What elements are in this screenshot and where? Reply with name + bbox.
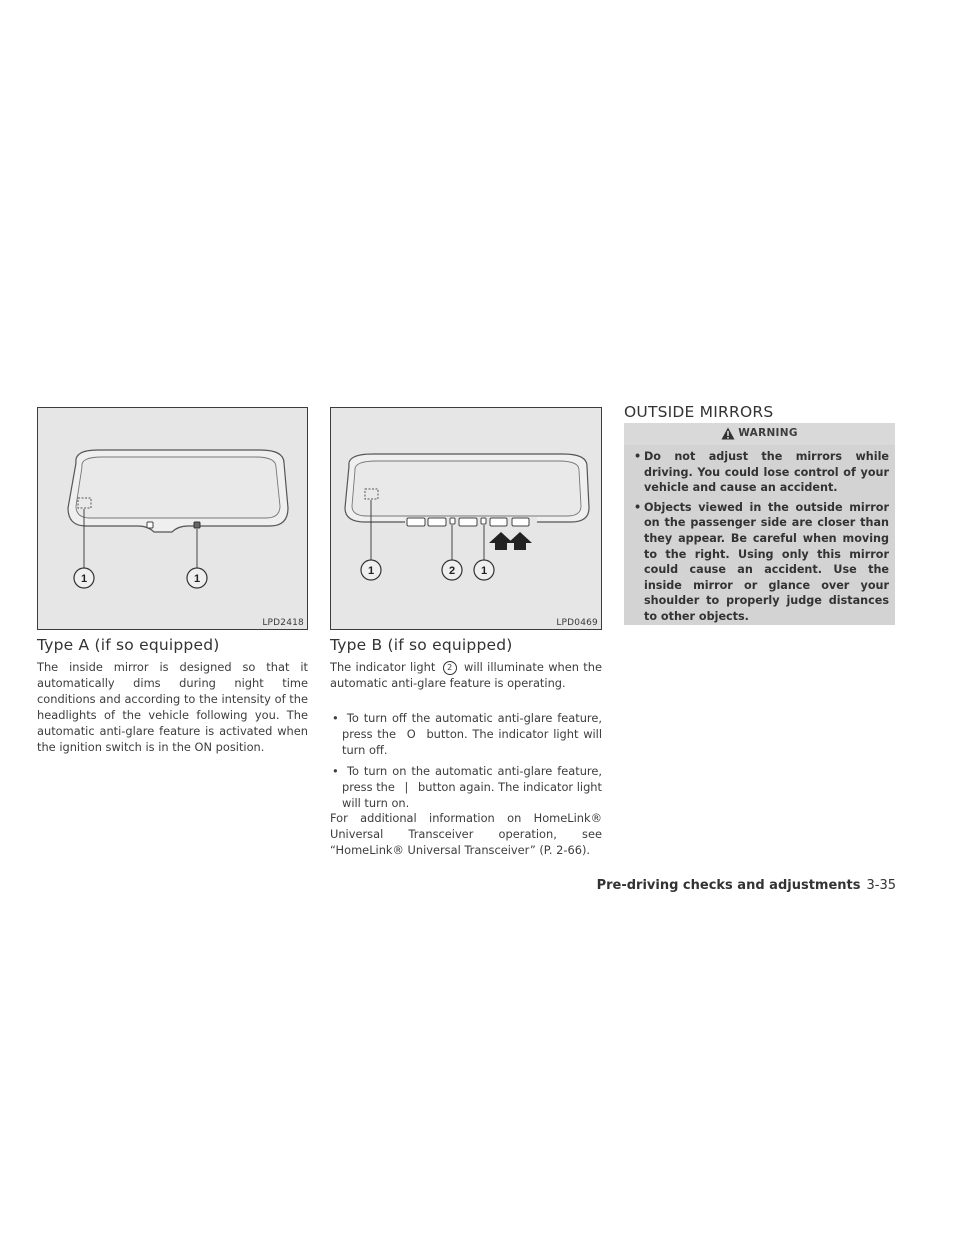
on-button-symbol: | <box>404 780 409 794</box>
type-a-heading: Type A (if so equipped) <box>37 636 220 654</box>
list-item: • To turn off the automatic anti-glare feature, press the O button. The indicator light will turn off. <box>330 710 602 758</box>
figure-code: LPD2418 <box>262 618 304 628</box>
figure-code: LPD0469 <box>556 618 598 628</box>
list-item: • To turn on the automatic anti-glare feature, press the | button again. The indicator light will turn on. <box>330 763 602 811</box>
warning-box <box>624 423 895 624</box>
up-arrow-icon <box>508 532 532 550</box>
mirror-type-a-illustration <box>38 408 309 631</box>
page-number: 3-35 <box>866 878 896 893</box>
up-arrow-icon <box>489 532 513 550</box>
type-b-bullets <box>330 710 602 816</box>
warning-body <box>624 445 895 625</box>
callout-label: 1 <box>80 573 88 585</box>
indicator-callout-marker: 2 <box>443 661 457 675</box>
callout-label: 2 <box>448 565 456 577</box>
warning-triangle-icon <box>721 427 735 440</box>
warning-item: • Objects viewed in the outside mirror on the passenger side are closer than they appear. Be careful when moving to the right. Using only this mirror could cause an accident. Use the inside mirror or glance over your shoulder to properly judge distances to other objects. <box>632 500 889 625</box>
type-a-body: The inside mirror is designed so that it automatically dims during night time conditions and according to the intensity of the headlights of the vehicle following you. The automatic anti-glare feature is activated when the ignition switch is in the ON position. <box>37 660 308 754</box>
intro-text: will illuminate when the automatic anti-glare feature is operating. <box>330 660 603 690</box>
page-footer <box>597 878 896 893</box>
warning-item: • Do not adjust the mirrors while driving. You could lose control of your vehicle and cause an accident. <box>632 449 889 496</box>
callout-label: 1 <box>193 573 201 585</box>
type-b-intro <box>330 659 602 691</box>
warning-label: WARNING <box>738 427 798 439</box>
footer-section-title: Pre-driving checks and adjustments <box>596 878 861 893</box>
off-button-symbol: O <box>406 727 416 741</box>
mirror-type-b-illustration <box>331 408 603 631</box>
outside-mirrors-heading: OUTSIDE MIRRORS <box>624 403 774 421</box>
callout-label: 1 <box>367 565 375 577</box>
intro-text: The indicator light <box>330 660 436 674</box>
warning-header <box>624 423 895 443</box>
homelink-reference: For additional information on HomeLink® Universal Transceiver operation, see “HomeLink® Universal Transceiver” (P. 2-66). <box>330 811 602 857</box>
type-b-heading: Type B (if so equipped) <box>330 636 513 654</box>
callout-label: 1 <box>480 565 488 577</box>
figure-type-a <box>37 407 308 630</box>
figure-type-b <box>330 407 602 630</box>
